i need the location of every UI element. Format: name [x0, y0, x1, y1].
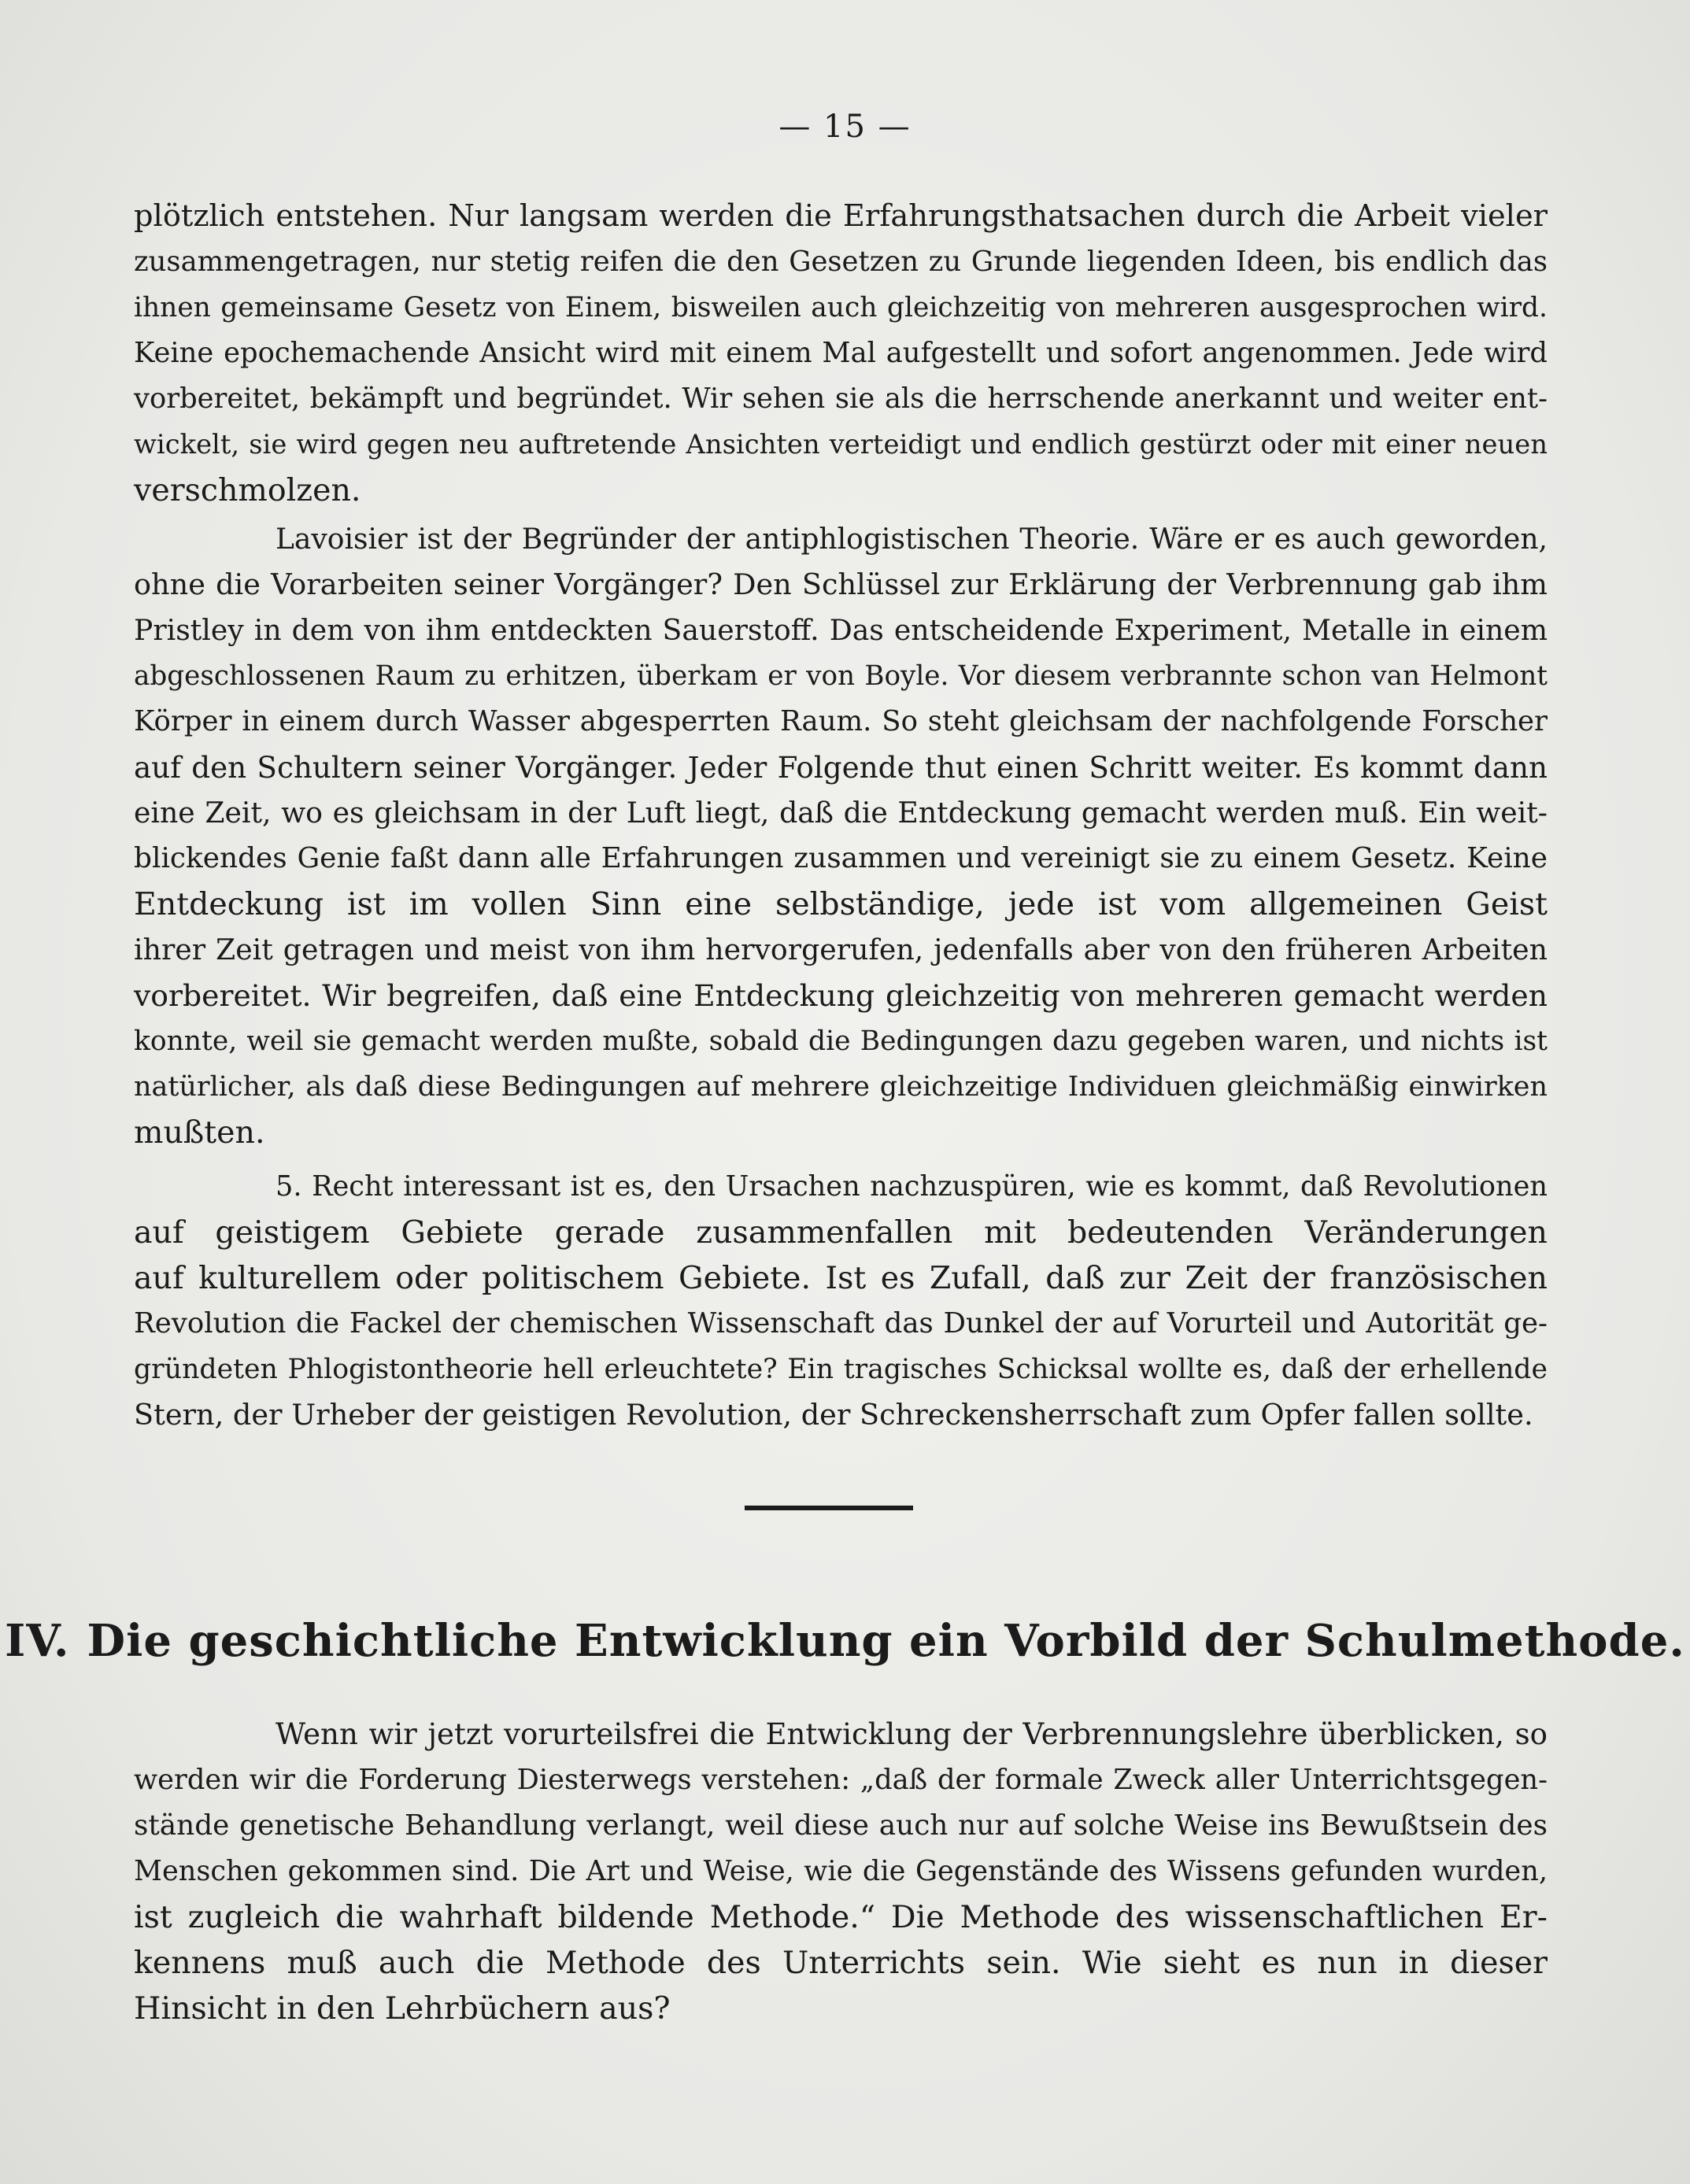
text-line: auf den Schultern seiner Vorgänger. Jeder Folgende thut einen Schritt weiter. Es kommt dann [134, 750, 1548, 785]
text-line: ohne die Vorarbeiten seiner Vorgänger? Den Schlüssel zur Erklärung der Verbrennung gab ihm [134, 567, 1548, 601]
text-line: werden wir die Forderung Diesterwegs verstehen: „daß der formale Zweck aller Unterrichtsgegen- [134, 1764, 1548, 1796]
text-line: 5. Recht interessant ist es, den Ursachen nachzuspüren, wie es kommt, daß Revolutionen [276, 1170, 1548, 1203]
text-line: auf geistigem Gebiete gerade zusammenfallen mit bedeutenden Veränderungen [134, 1214, 1548, 1251]
text-line: stände genetische Behandlung verlangt, weil diese auch nur auf solche Weise ins Bewußtsein des [134, 1809, 1548, 1842]
text-line: Revolution die Fackel der chemischen Wissenschaft das Dunkel der auf Vorurteil und Autorität ge- [134, 1307, 1548, 1340]
text-line: ihrer Zeit getragen und meist von ihm hervorgerufen, jedenfalls aber von den früheren Arbeiten [134, 933, 1548, 966]
text-line: Körper in einem durch Wasser abgesperrten Raum. So steht gleichsam der nachfolgende Forscher [134, 705, 1548, 737]
text-line: vorbereitet, bekämpft und begründet. Wir sehen sie als die herrschende anerkannt und weiter ent- [134, 382, 1548, 415]
paragraph-4 [134, 1712, 1548, 2031]
page-number: — 15 — [778, 109, 912, 145]
text-line: Lavoisier ist der Begründer der antiphlogistischen Theorie. Wäre er es auch geworden, [276, 523, 1548, 556]
text-line: mußten. [134, 1114, 265, 1151]
text-line: Hinsicht in den Lehrbüchern aus? [134, 1990, 671, 2027]
section-divider [745, 1506, 913, 1510]
text-line: ihnen gemeinsame Gesetz von Einem, bisweilen auch gleichzeitig von mehreren ausgesprochen wird. [134, 292, 1548, 323]
text-line: Pristley in dem von ihm entdeckten Sauerstoff. Das entscheidende Experiment, Metalle in einem [134, 613, 1548, 647]
text-line: wickelt, sie wird gegen neu auftretende Ansichten verteidigt und endlich gestürzt oder mit einer neuen [134, 429, 1548, 460]
text-line: konnte, weil sie gemacht werden mußte, sobald die Bedingungen dazu gegeben waren, und nichts ist [134, 1025, 1548, 1057]
text-line: Stern, der Urheber der geistigen Revolution, der Schreckensherrschaft zum Opfer fallen sollte. [134, 1398, 1533, 1432]
paragraph-1 [134, 194, 1548, 513]
text-line: Menschen gekommen sind. Die Art und Weise, wie die Gegenstände des Wissens gefunden wurden, [134, 1855, 1548, 1887]
text-line: natürlicher, als daß diese Bedingungen auf mehrere gleichzeitige Individuen gleichmäßig einwirken [134, 1071, 1548, 1103]
text-line: verschmolzen. [134, 472, 361, 508]
paragraph-2 [134, 516, 1548, 1155]
section-numeral: IV. [5, 1615, 70, 1667]
text-line: zusammengetragen, nur stetig reifen die den Gesetzen zu Grunde liegenden Ideen, bis endlich das [134, 246, 1548, 278]
text-line: auf kulturellem oder politischem Gebiete. Ist es Zufall, daß zur Zeit der französischen [134, 1260, 1548, 1296]
text-line: Keine epochemachende Ansicht wird mit einem Mal aufgestellt und sofort angenommen. Jede wird [134, 337, 1548, 369]
text-line: Wenn wir jetzt vorurteilsfrei die Entwicklung der Verbrennungslehre überblicken, so [276, 1717, 1548, 1751]
text-line: blickendes Genie faßt dann alle Erfahrungen zusammen und vereinigt sie zu einem Gesetz. Keine [134, 842, 1548, 874]
paragraph-3 [134, 1164, 1548, 1438]
section-title: Die geschichtliche Entwicklung ein Vorbild der Schulmethode. [87, 1615, 1685, 1667]
text-line: vorbereitet. Wir begreifen, daß eine Entdeckung gleichzeitig von mehreren gemacht werden [134, 978, 1548, 1013]
text-line: eine Zeit, wo es gleichsam in der Luft liegt, daß die Entdeckung gemacht werden muß. Ein weit- [134, 796, 1548, 830]
text-line: kennens muß auch die Methode des Unterrichts sein. Wie sieht es nun in dieser [134, 1945, 1548, 1981]
text-line: Entdeckung ist im vollen Sinn eine selbständige, jede ist vom allgemeinen Geist [134, 886, 1548, 922]
section-heading [0, 1615, 1690, 1667]
text-line: plötzlich entstehen. Nur langsam werden die Erfahrungsthatsachen durch die Arbeit vieler [134, 198, 1548, 234]
text-line: gründeten Phlogistontheorie hell erleuchtete? Ein tragisches Schicksal wollte es, daß der erhellende [134, 1354, 1548, 1385]
text-line: ist zugleich die wahrhaft bildende Methode.“ Die Methode des wissenschaftlichen Er- [134, 1899, 1548, 1935]
text-line: abgeschlossenen Raum zu erhitzen, überkam er von Boyle. Vor diesem verbrannte schon van Helmont [134, 660, 1548, 692]
